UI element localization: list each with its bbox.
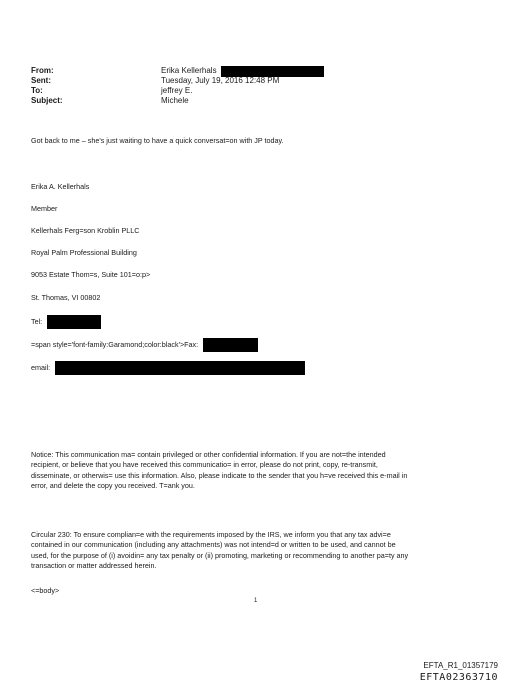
- signature-city: St. Thomas, VI 00802: [31, 293, 101, 302]
- message-body: Got back to me – she's just waiting to have a quick conversat=on with JP today.: [31, 136, 284, 145]
- sent-value: Tuesday, July 19, 2016 12:48 PM: [161, 76, 280, 85]
- from-row: [31, 66, 331, 76]
- signature-address: 9053 Estate Thom=s, Suite 101=o:p>: [31, 270, 151, 279]
- notice-line: Notice: This communication ma= contain privileged or other confidential information. If you are not=the intended: [31, 450, 386, 459]
- tel-label: Tel:: [31, 316, 43, 326]
- footer-reference-2: EFTA02363710: [419, 672, 498, 683]
- subject-label: Subject:: [31, 96, 63, 105]
- redaction-block: [55, 361, 305, 375]
- closing-tag-text: <=body>: [31, 586, 60, 595]
- from-label: From:: [31, 66, 54, 75]
- confidentiality-notice: [31, 450, 486, 491]
- notice-line: disseminate, or otherwis= use this information. Also, please indicate to the sender that you h=ve received this e-mail in: [31, 470, 408, 480]
- page-number: 1: [254, 598, 258, 604]
- from-value: Erika Kellerhals: [161, 66, 217, 75]
- footer-reference-1: EFTA_R1_01357179: [423, 661, 498, 670]
- email-line: [31, 361, 305, 375]
- circular-230-notice: [31, 530, 486, 571]
- to-row: [31, 86, 331, 96]
- signature-title: Member: [31, 204, 58, 213]
- to-value: jeffrey E.: [161, 86, 193, 95]
- fax-label: =span style='font-family:Garamond;color:black'>Fax:: [31, 339, 199, 349]
- circular-line: Circular 230: To ensure complian=e with the requirements imposed by the IRS, we inform you that any tax advi=e: [31, 530, 391, 539]
- circular-line: transaction or matter addressed herein.: [31, 560, 157, 570]
- sent-row: [31, 76, 331, 86]
- circular-line: contained in our communication (including any attachments) was not intend=d or written to be used, and cannot be: [31, 540, 396, 550]
- fax-line: [31, 338, 258, 352]
- tel-line: [31, 315, 101, 329]
- signature-name: Erika A. Kellerhals: [31, 182, 90, 191]
- signature-building: Royal Palm Professional Building: [31, 248, 137, 257]
- redaction-block: [203, 338, 258, 352]
- subject-value: Michele: [161, 96, 189, 105]
- notice-line: recipient, or believe that you have received this communicatio= in error, please do not print, copy, re-transmit,: [31, 460, 378, 470]
- subject-row: [31, 96, 331, 106]
- circular-line: used, for the purpose of (i) avoidin= any tax penalty or (ii) promoting, marketing or recommending to another pa=ty any: [31, 550, 409, 560]
- notice-line: error, and delete the copy you received. T=ank you.: [31, 480, 195, 490]
- redaction-block: [47, 315, 101, 329]
- sent-label: Sent:: [31, 76, 51, 85]
- email-label: email:: [31, 362, 51, 372]
- email-header: [31, 66, 331, 106]
- signature-firm: Kellerhals Ferg=son Kroblin PLLC: [31, 226, 140, 235]
- to-label: To:: [31, 86, 43, 95]
